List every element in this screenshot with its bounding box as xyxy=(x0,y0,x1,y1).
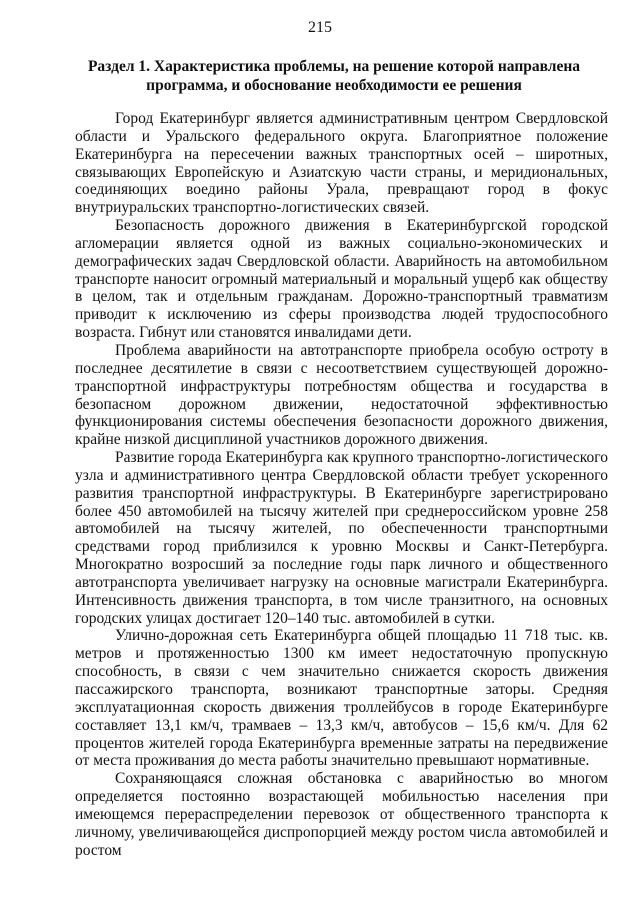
paragraph: Улично-дорожная сеть Екатеринбурга общей площадью 11 718 тыс. кв. метров и протяженностью 1300 км имеет недостаточную пропускную способность, в связи с чем значительно снижается скорость движения пассажирского транспорта, возникают транспортные заторы. Средняя эксплуатационная скорость движения троллейбусов в городе Екатеринбурге составляет 13,1 км/ч, трамваев – 13,3 км/ч, автобусов – 15,6 км/ч. Для 62 процентов жителей города Екатеринбурга временные затраты на передвижение от места проживания до места работы значительно превышают нормативные. xyxy=(75,627,608,770)
paragraph: Сохраняющаяся сложная обстановка с аварийностью во многом определяется постоянно возрастающей мобильностью населения при имеющемся перераспределении перевозок от общественного транспорта к личному, увеличивающейся диспропорцией между ростом числа автомобилей и ростом xyxy=(75,770,608,859)
paragraph: Проблема аварийности на автотранспорте приобрела особую остроту в последнее десятилетие в связи с несоответствием существующей дорожно-транспортной инфраструктуры потребностям общества и государства в безопасном дорожном движении, недостаточной эффективностью функционирования системы обеспечения безопасности дорожного движения, крайне низкой дисциплиной участников дорожного движения. xyxy=(75,341,608,449)
paragraph: Развитие города Екатеринбурга как крупного транспортно-логистического узла и административного центра Свердловской области требует ускоренного развития транспортной инфраструктуры. В Екатеринбурге зарегистрировано более 450 автомобилей на тысячу жителей при среднероссийском уровне 258 автомобилей на тысячу жителей, по обеспеченности транспортными средствами город приблизился к уровню Москвы и Санкт-Петербурга. Многократно возросший за последние годы парк личного и общественного автотранспорта увеличивает нагрузку на основные магистрали Екатеринбурга. Интенсивность движения транспорта, в том числе транзитного, на основных городских улицах достигает 120–140 тыс. автомобилей в сутки. xyxy=(75,449,608,627)
paragraph: Город Екатеринбург является административным центром Свердловской области и Уральского федерального округа. Благоприятное положение Екатеринбурга на пересечении важных транспортных осей – широтных, связывающих Европейскую и Азиатскую части страны, и меридиональных, соединяющих воедино районы Урала, превращают город в фокус внутриуральских транспортно-логистических связей. xyxy=(75,110,608,217)
paragraph: Безопасность дорожного движения в Екатеринбургской городской агломерации является одной из важных социально-экономических и демографических задач Свердловской области. Аварийность на автомобильном транспорте наносит огромный материальный и моральный ущерб как обществу в целом, так и отдельным гражданам. Дорожно-транспортный травматизм приводит к исключению из сферы производства людей трудоспособного возраста. Гибнут или становятся инвалидами дети. xyxy=(75,217,608,342)
section-heading: Раздел 1. Характеристика проблемы, на решение которой направлена программа, и обоснование необходимости ее решения xyxy=(87,58,581,94)
page-number: 215 xyxy=(308,19,332,36)
body-text xyxy=(75,110,608,859)
